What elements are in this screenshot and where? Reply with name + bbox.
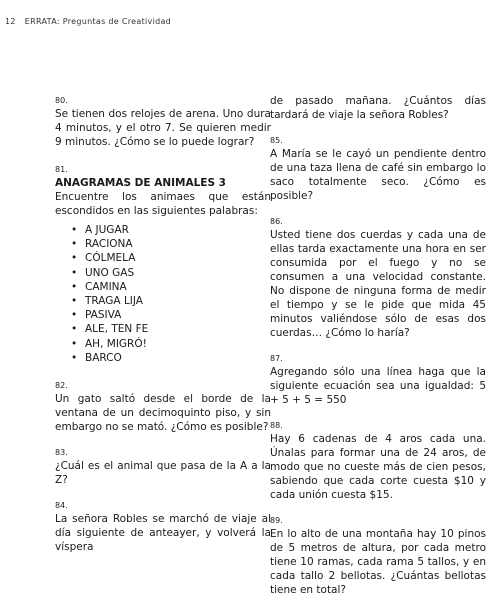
running-header: [5, 17, 171, 26]
question-89: [270, 514, 486, 597]
list-item: • CAMINA: [71, 280, 271, 294]
question-number: 83.: [55, 448, 68, 458]
question-text: ¿Cuál es el animal que pasa de la A a la Z?: [55, 460, 271, 487]
question-number: 86.: [270, 217, 283, 226]
list-item: • TRAGA LIJA: [71, 294, 271, 308]
question-number: 82.: [55, 381, 68, 391]
question-number: 80.: [55, 96, 68, 105]
running-title: ERRATA: Preguntas de Creatividad: [24, 17, 172, 26]
page-number: 12: [5, 17, 16, 26]
question-text: Hay 6 cadenas de 4 aros cada una. Únalas para formar una de 24 aros, de modo que no cueste más de cien pesos, sabiendo que cada corte cuesta $10 y cada unión cuesta $15.: [270, 433, 486, 501]
list-item: • A JUGAR: [71, 223, 271, 237]
question-81: [55, 163, 271, 365]
question-87: [270, 352, 486, 407]
question-text: Agregando sólo una línea haga que la siguiente ecuación sea una igualdad: 5 + 5 + 5 = 550: [270, 366, 486, 406]
question-text: En lo alto de una montaña hay 10 pinos de 5 metros de altura, por cada metro tiene 10 ramas, cada rama 5 tallos, y en cada tallo 2 bellotas. ¿Cuántas bellotas tiene en total?: [270, 528, 486, 596]
question-text: Encuentre los animaes que están escondidos en las siguientes palabras:: [55, 191, 271, 217]
question-86: [270, 215, 486, 340]
right-column: [270, 94, 486, 597]
question-text: Usted tiene dos cuerdas y cada una de ellas tarda exactamente una hora en ser consumida por el fuego y no se consumen a una velocidad constante. No dispone de ninguna forma de medir el tiempo y se le pide que mida 45 minutos valiéndose sólo de esas dos cuerdas… ¿Cómo lo haría?: [270, 229, 486, 339]
list-item: • CÓLMELA: [71, 251, 271, 265]
question-80: [55, 94, 271, 149]
left-column: [55, 94, 271, 554]
question-text: La señora Robles se marchó de viaje al día siguiente de anteayer, y volverá la víspera: [55, 513, 271, 554]
question-text: de pasado mañana. ¿Cuántos días tardará de viaje la señora Robles?: [270, 95, 486, 121]
question-number: 89.: [270, 516, 283, 525]
list-item: • UNO GAS: [71, 266, 271, 280]
list-item: • ALE, TEN FE: [71, 322, 271, 336]
question-85: [270, 134, 486, 203]
question-text: Un gato saltó desde el borde de la ventana de un decimoquinto piso, y sin embargo no se mató. ¿Cómo es posible?: [55, 393, 271, 434]
list-item: • AH, MIGRÓ!: [71, 337, 271, 351]
list-item: • RACIONA: [71, 237, 271, 251]
list-item: • PASIVA: [71, 308, 271, 322]
question-number: 88.: [270, 421, 283, 430]
question-88: [270, 419, 486, 502]
question-number: 81.: [55, 165, 68, 174]
anagram-list: [55, 223, 271, 365]
question-number: 85.: [270, 136, 283, 145]
question-title: ANAGRAMAS DE ANIMALES 3: [55, 177, 226, 189]
question-82: [55, 379, 271, 434]
question-83: [55, 446, 271, 487]
question-number: 84.: [55, 501, 68, 511]
question-84-continued: [270, 94, 486, 122]
question-number: 87.: [270, 354, 283, 363]
question-text: A María se le cayó un pendiente dentro de una taza llena de café sin embargo lo saco totalmente seco. ¿Cómo es posible?: [270, 148, 486, 202]
question-84: [55, 499, 271, 554]
list-item: • BARCO: [71, 351, 271, 365]
question-text: Se tienen dos relojes de arena. Uno dura 4 minutos, y el otro 7. Se quieren medir 9 minutos. ¿Cómo se lo puede lograr?: [55, 108, 271, 148]
